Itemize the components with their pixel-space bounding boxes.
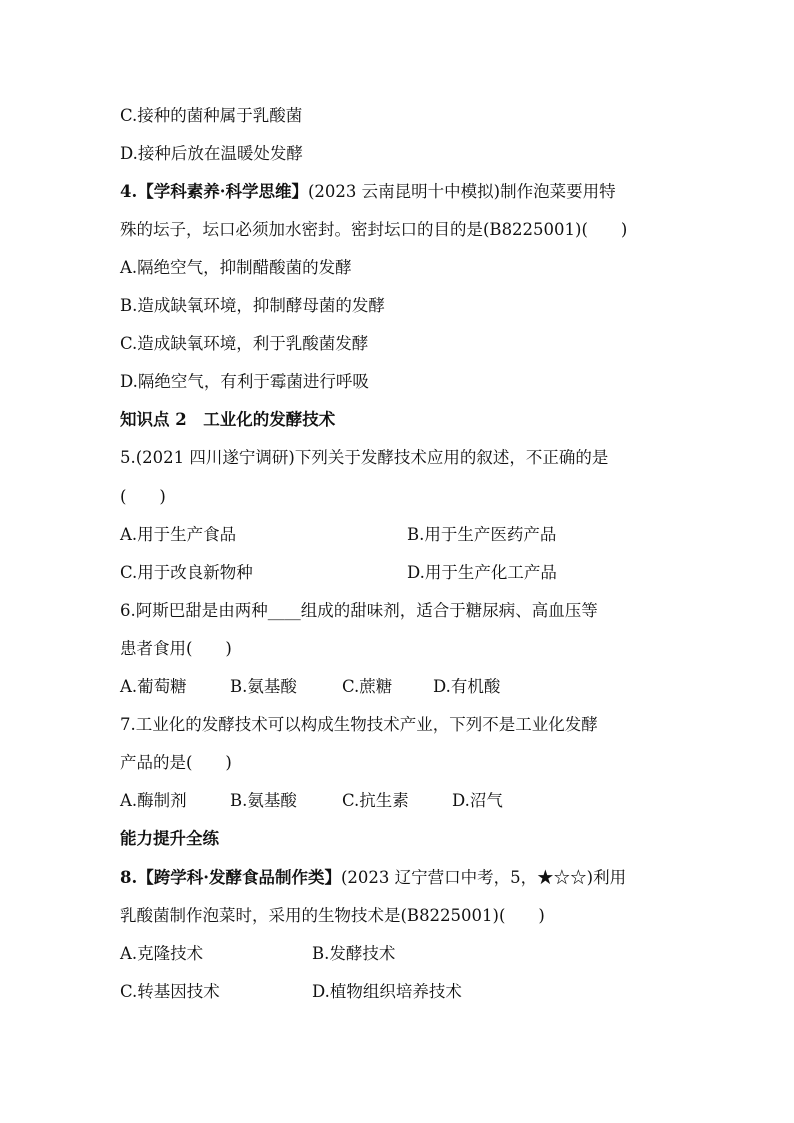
q4-number: 4. [120,182,138,201]
q7-stem-line2: 产品的是( ) [120,753,232,772]
q8-option-d: D.植物组织培养技术 [312,982,462,1001]
q8-stem-text: (2023 辽宁营口中考，5，★☆☆)利用 [340,868,627,887]
q8-option-a: A.克隆技术 [120,944,204,963]
q5-option-a: A.用于生产食品 [120,525,237,544]
q6-option-a: A.葡萄糖 [120,677,187,696]
q7-option-d: D.沼气 [452,791,503,810]
q4-stem-text: (2023 云南昆明十中模拟)制作泡菜要用特 [307,182,616,201]
q8-option-b: B.发酵技术 [312,944,396,963]
q6-option-d: D.有机酸 [433,677,501,696]
q8-tag: 【跨学科·发酵食品制作类】 [137,868,341,887]
q6-option-b: B.氨基酸 [230,677,297,696]
q5-option-b: B.用于生产医药产品 [407,525,557,544]
q3-option-c: C.接种的菌种属于乳酸菌 [120,106,303,125]
q7-option-c: C.抗生素 [342,791,409,810]
q4-option-d: D.隔绝空气，有利于霉菌进行呼吸 [120,372,369,391]
q8-stem-line1 [120,866,626,890]
q5-stem-line1: 5.(2021 四川遂宁调研)下列关于发酵技术应用的叙述，不正确的是 [120,448,609,467]
q4-stem-line2: 殊的坛子，坛口必须加水密封。密封坛口的目的是(B8225001)( ) [120,220,628,239]
q4-option-c: C.造成缺氧环境，利于乳酸菌发酵 [120,334,369,353]
q5-option-c: C.用于改良新物种 [120,563,253,582]
q8-number: 8. [120,868,138,887]
q4-option-a: A.隔绝空气，抑制醋酸菌的发酵 [120,258,352,277]
q3-option-d: D.接种后放在温暖处发酵 [120,144,303,163]
q7-option-b: B.氨基酸 [230,791,297,810]
q4-tag: 【学科素养·科学思维】 [137,182,308,201]
q7-stem-line1: 7.工业化的发酵技术可以构成生物技术产业，下列不是工业化发酵 [120,715,598,734]
q6-stem-line1: 6.阿斯巴甜是由两种____组成的甜味剂，适合于糖尿病、高血压等 [120,601,598,620]
section-heading-knowledge-2: 知识点 2 工业化的发酵技术 [120,410,336,429]
q4-option-b: B.造成缺氧环境，抑制酵母菌的发酵 [120,296,385,315]
q5-stem-line2: ( ) [120,487,166,506]
q7-option-a: A.酶制剂 [120,791,187,810]
q8-option-c: C.转基因技术 [120,982,220,1001]
q6-option-c: C.蔗糖 [342,677,393,696]
q4-stem-line1 [120,180,616,204]
q6-stem-line2: 患者食用( ) [120,639,232,658]
q8-stem-line2: 乳酸菌制作泡菜时，采用的生物技术是(B8225001)( ) [120,906,545,925]
q5-option-d: D.用于生产化工产品 [407,563,557,582]
section-heading-ability: 能力提升全练 [120,829,219,848]
